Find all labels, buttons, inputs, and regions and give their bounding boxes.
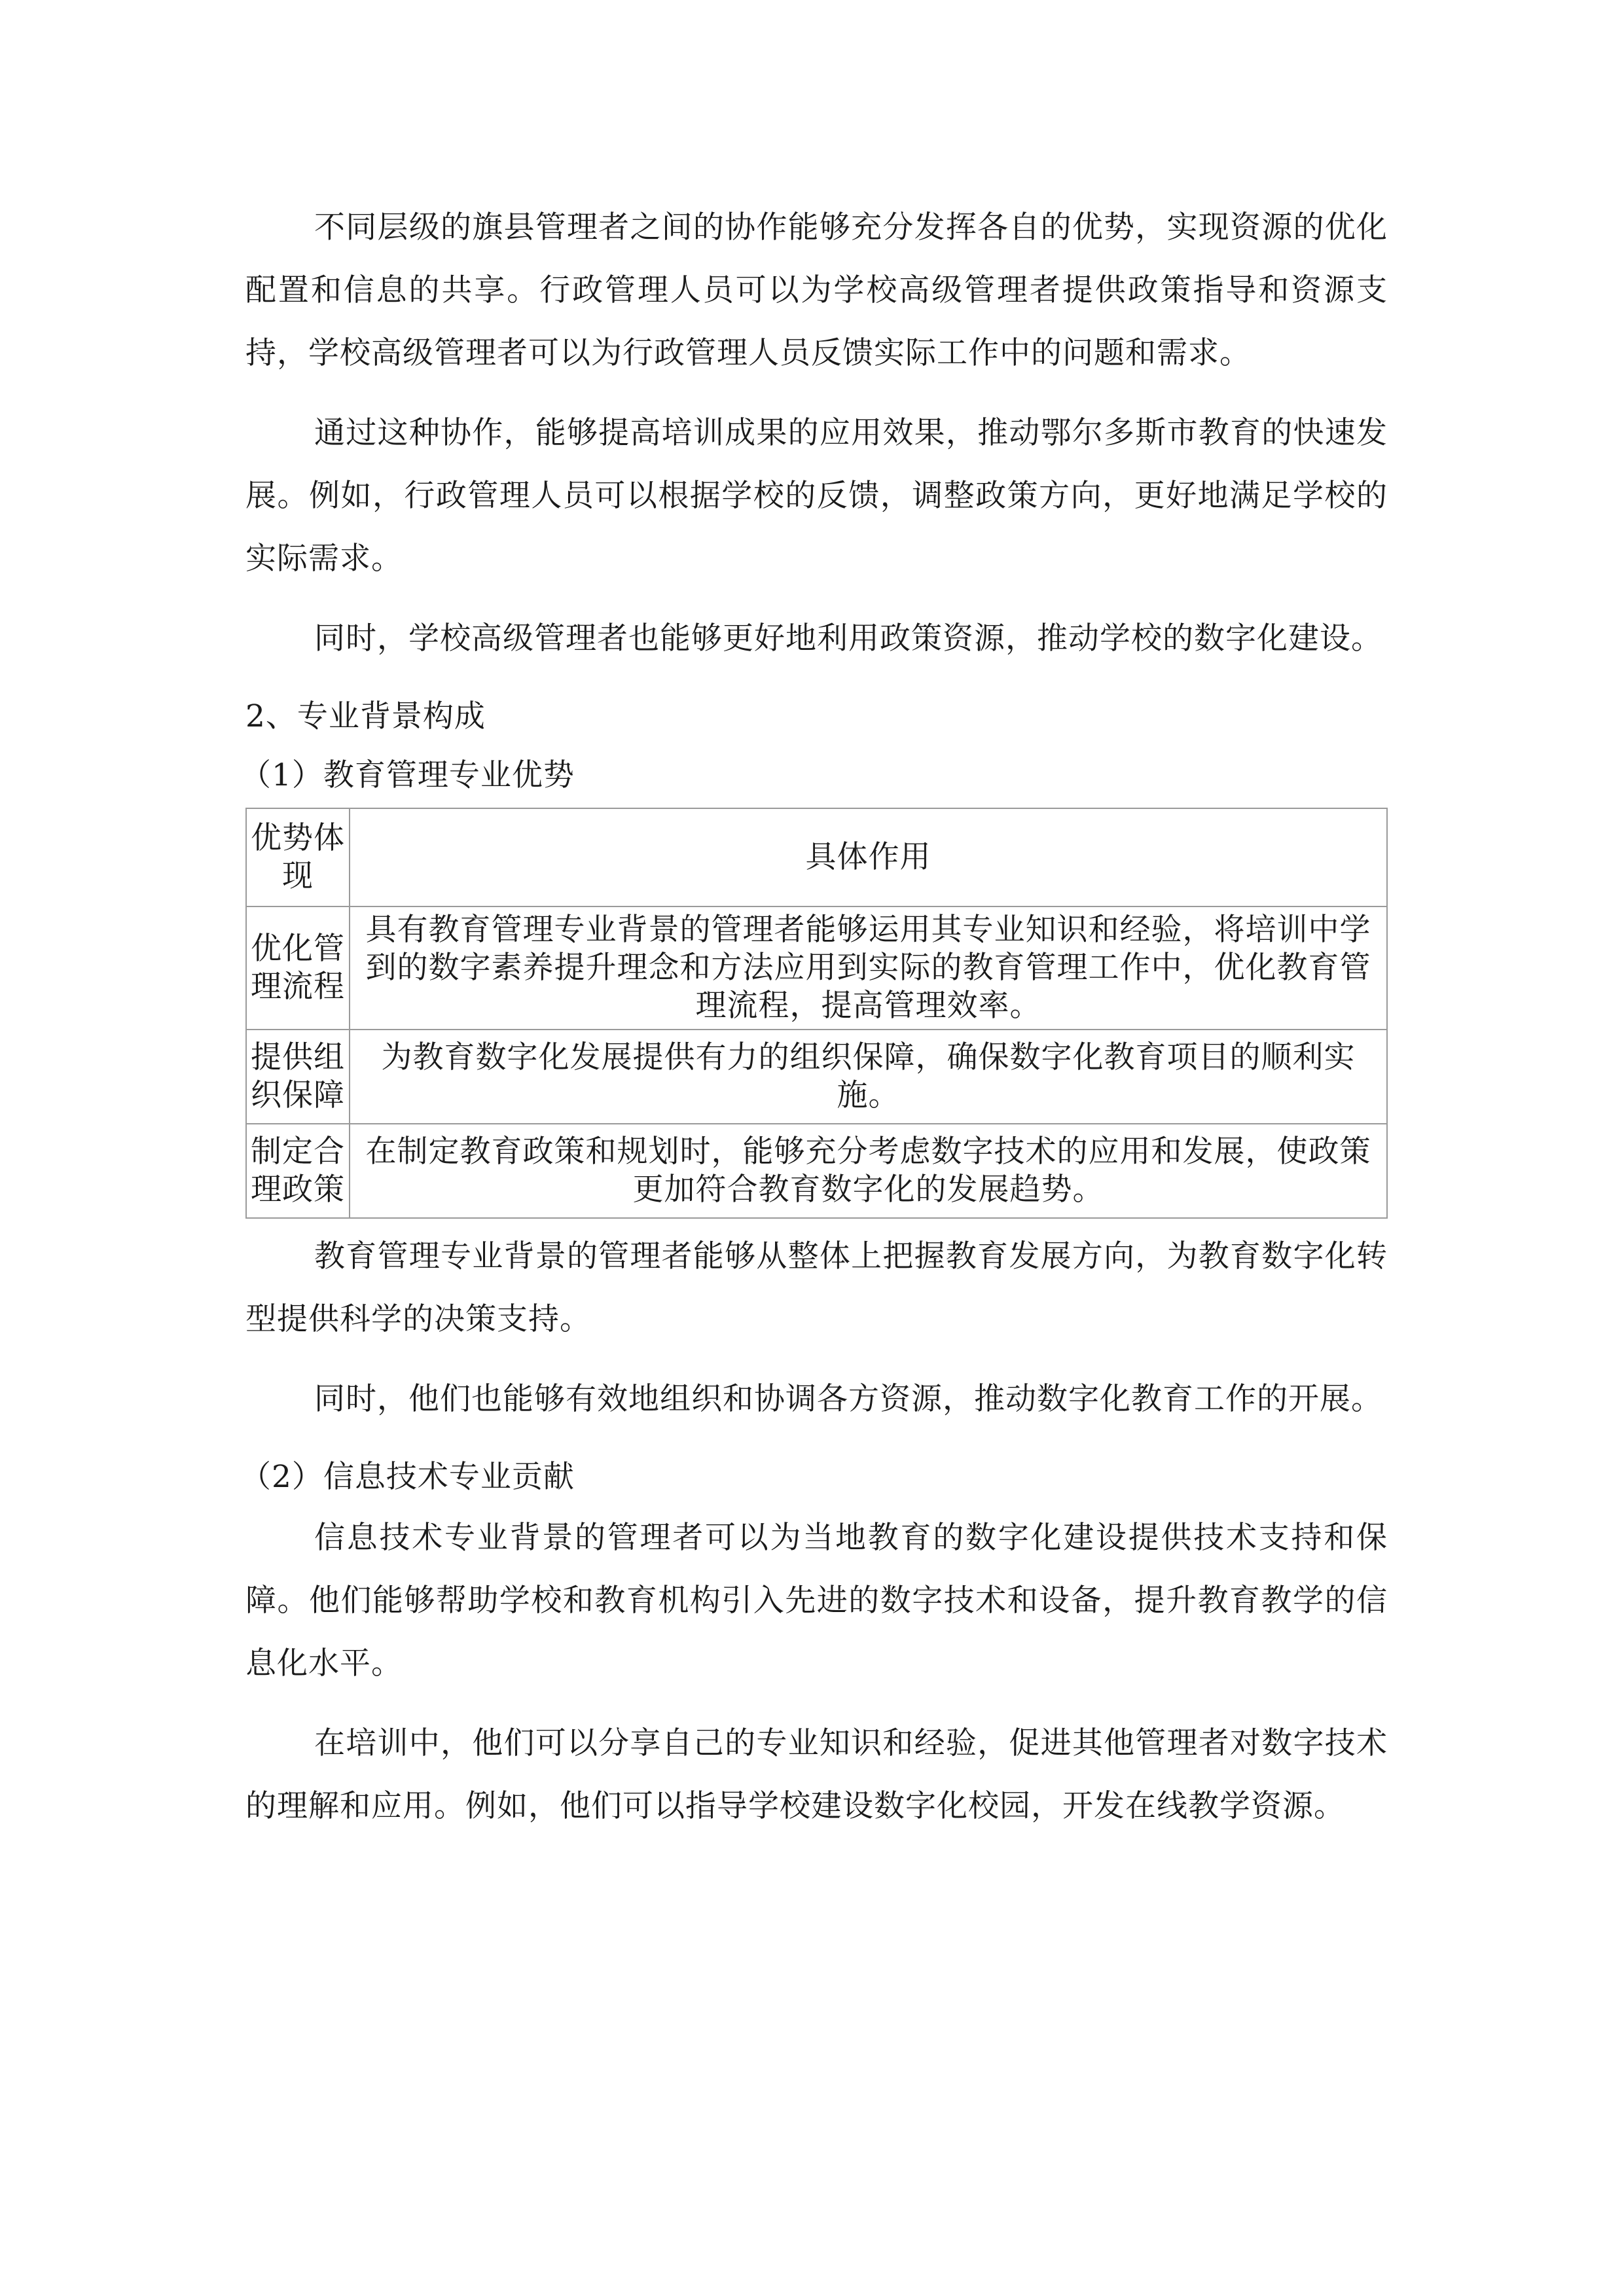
table-cell-effect: 为教育数字化发展提供有力的组织保障，确保数字化教育项目的顺利实施。 [350, 1030, 1387, 1124]
table-cell-advantage: 提供组织保障 [246, 1030, 350, 1124]
paragraph-knowledge-sharing: 在培训中，他们可以分享自己的专业知识和经验，促进其他管理者对数字技术的理解和应用。例如，他们可以指导学校建设数字化校园，开发在线教学资源。 [245, 1725, 1388, 1824]
paragraph-cooperation-effects: 通过这种协作，能够提高培训成果的应用效果，推动鄂尔多斯市教育的快速发展。例如，行政管理人员可以根据学校的反馈，调整政策方向，更好地满足学校的实际需求。 [245, 415, 1388, 577]
document-page [240, 196, 1388, 1855]
table-row [246, 906, 1387, 1030]
table-header-row [246, 808, 1387, 906]
table-cell-advantage: 优化管理流程 [246, 906, 350, 1030]
paragraph-policy-resources: 同时，学校高级管理者也能够更好地利用政策资源，推动学校的数字化建设。 [314, 620, 1382, 656]
paragraph-technical-support: 信息技术专业背景的管理者可以为当地教育的数字化建设提供技术支持和保障。他们能够帮助学校和教育机构引入先进的数字技术和设备，提升教育教学的信息化水平。 [245, 1520, 1388, 1681]
table-header-effect: 具体作用 [350, 808, 1387, 906]
advantages-table [245, 808, 1388, 1219]
table-header-advantage: 优势体现 [246, 808, 350, 906]
paragraph-resource-coordination: 同时，他们也能够有效地组织和协调各方资源，推动数字化教育工作的开展。 [314, 1381, 1382, 1417]
subsection-heading-it-contribution: （2）信息技术专业贡献 [240, 1459, 575, 1495]
paragraph-decision-support: 教育管理专业背景的管理者能够从整体上把握教育发展方向，为教育数字化转型提供科学的决策支持。 [245, 1238, 1388, 1337]
table-row [246, 1124, 1387, 1218]
section-heading: 2、专业背景构成 [245, 698, 486, 734]
subsection-heading-education-management: （1）教育管理专业优势 [240, 757, 575, 793]
table-cell-advantage: 制定合理政策 [246, 1124, 350, 1218]
table-cell-effect: 在制定教育政策和规划时，能够充分考虑数字技术的应用和发展，使政策更加符合教育数字化的发展趋势。 [350, 1124, 1387, 1218]
table-cell-effect: 具有教育管理专业背景的管理者能够运用其专业知识和经验，将培训中学到的数字素养提升理念和方法应用到实际的教育管理工作中，优化教育管理流程，提高管理效率。 [350, 906, 1387, 1030]
paragraph-cooperation-advantages: 不同层级的旗县管理者之间的协作能够充分发挥各自的优势，实现资源的优化配置和信息的共享。行政管理人员可以为学校高级管理者提供政策指导和资源支持，学校高级管理者可以为行政管理人员反馈实际工作中的问题和需求。 [245, 209, 1388, 371]
table-row [246, 1030, 1387, 1124]
